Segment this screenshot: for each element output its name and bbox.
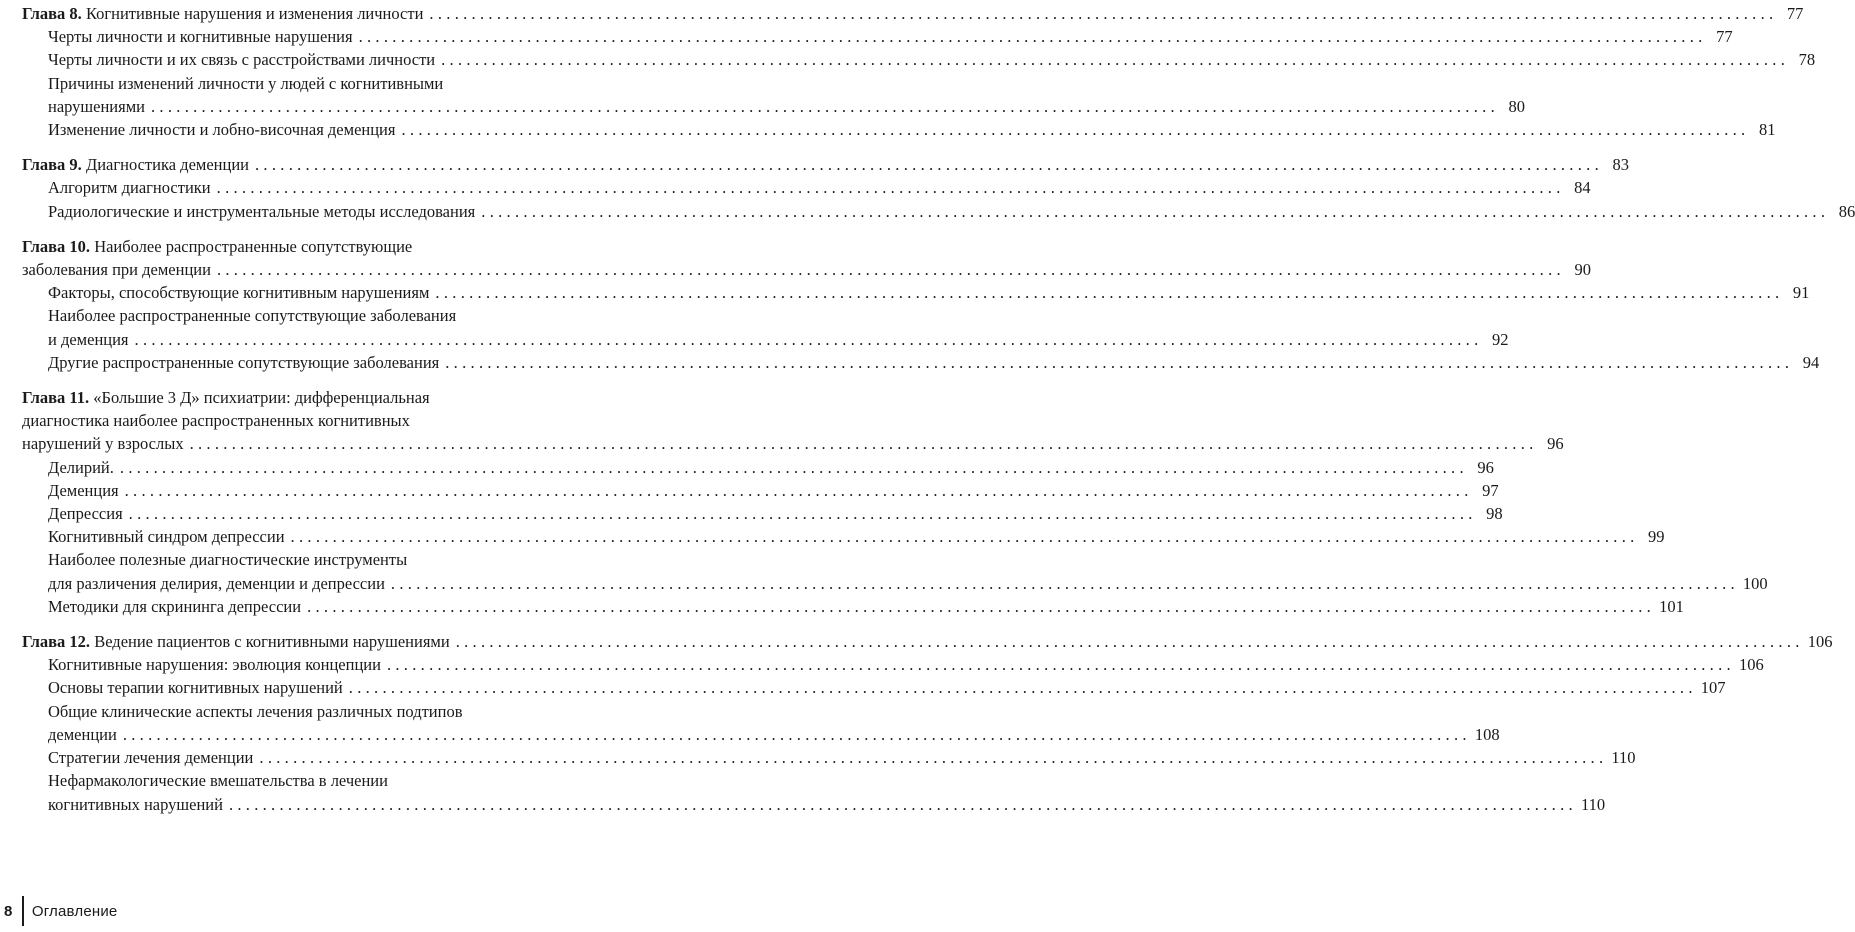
entry-line bbox=[48, 548, 622, 571]
entry-line bbox=[48, 72, 622, 95]
page-ref: 110 bbox=[1580, 794, 1606, 814]
entry-text bbox=[22, 411, 410, 430]
section-entry[interactable] bbox=[22, 304, 1509, 350]
page-ref: 91 bbox=[1792, 283, 1810, 303]
entry-text bbox=[22, 630, 450, 653]
entry-text bbox=[22, 237, 412, 256]
dot-leader: ................................................................................................................................................................ bbox=[348, 678, 1697, 698]
entry-title: Делирий. bbox=[48, 457, 114, 477]
entry-text bbox=[22, 153, 249, 176]
page-ref: 96 bbox=[1547, 434, 1564, 454]
entry-text bbox=[48, 702, 463, 721]
entry-line bbox=[48, 48, 1816, 71]
section-entry[interactable] bbox=[22, 25, 1733, 48]
entry-line bbox=[48, 456, 1494, 479]
page-ref: 80 bbox=[1508, 96, 1525, 116]
page-ref: 96 bbox=[1477, 457, 1494, 477]
entry-line bbox=[48, 304, 622, 327]
dot-leader: ................................................................................................................................................................ bbox=[151, 96, 1499, 116]
entry-line bbox=[48, 746, 1636, 769]
chapter-entry[interactable] bbox=[22, 2, 1804, 25]
dot-leader: ................................................................................................................................................................ bbox=[216, 178, 1565, 198]
section-entry[interactable] bbox=[22, 700, 1500, 746]
section-entry[interactable] bbox=[22, 479, 1499, 502]
dot-leader: ................................................................................................................................................................ bbox=[390, 573, 1739, 593]
entry-title: Причины изменений личности у людей с когнитивными bbox=[48, 73, 444, 93]
entry-line bbox=[22, 386, 622, 409]
page-ref: 110 bbox=[1611, 748, 1636, 768]
entry-line bbox=[22, 409, 622, 432]
dot-leader: ................................................................................................................................................................ bbox=[445, 352, 1794, 372]
page-ref: 84 bbox=[1574, 178, 1591, 198]
page-ref: 81 bbox=[1758, 120, 1776, 140]
entry-title: Наиболее полезные диагностические инструменты bbox=[48, 550, 408, 570]
page-ref: 100 bbox=[1742, 573, 1768, 593]
section-entry[interactable] bbox=[22, 48, 1816, 71]
entry-title: Когнитивные нарушения и изменения личности bbox=[85, 4, 424, 23]
chapter-label: Глава 8. bbox=[22, 4, 82, 23]
section-entry[interactable] bbox=[22, 595, 1684, 618]
entry-title: Черты личности и их связь с расстройствами личности bbox=[48, 50, 436, 70]
dot-leader: ................................................................................................................................................................ bbox=[386, 655, 1735, 675]
entry-line bbox=[48, 200, 1855, 223]
page-ref: 106 bbox=[1738, 655, 1764, 675]
dot-leader: ................................................................................................................................................................ bbox=[401, 120, 1750, 140]
section-entry[interactable] bbox=[22, 72, 1525, 118]
section-entry[interactable] bbox=[22, 200, 1855, 223]
entry-line bbox=[48, 653, 1764, 676]
entry-title: Депрессия bbox=[48, 504, 123, 524]
section-entry[interactable] bbox=[22, 525, 1665, 548]
entry-text bbox=[48, 723, 117, 746]
entry-text bbox=[48, 456, 114, 479]
entry-text bbox=[48, 595, 301, 618]
dot-leader: ................................................................................................................................................................ bbox=[435, 283, 1784, 303]
entry-title: Методики для скрининга депрессии bbox=[48, 596, 302, 616]
entry-text bbox=[48, 479, 119, 502]
entry-title: диагностика наиболее распространенных когнитивных bbox=[22, 411, 410, 431]
entry-line bbox=[48, 676, 1726, 699]
entry-title: и деменция bbox=[48, 329, 129, 349]
dot-leader: ................................................................................................................................................................ bbox=[124, 480, 1473, 500]
dot-leader: ................................................................................................................................................................ bbox=[307, 596, 1656, 616]
running-title: Оглавление bbox=[31, 902, 118, 920]
page-ref: 98 bbox=[1486, 504, 1503, 524]
entry-title: Когнитивные нарушения: эволюция концепции bbox=[48, 655, 381, 675]
chapter-label: Глава 12. bbox=[22, 632, 91, 652]
chapter-block bbox=[22, 630, 1833, 816]
chapter-block bbox=[22, 386, 1768, 618]
entry-text bbox=[48, 525, 285, 548]
entry-line bbox=[48, 572, 1768, 595]
chapter-label: Глава 10. bbox=[22, 236, 91, 256]
chapter-entry[interactable] bbox=[22, 630, 1833, 653]
entry-text bbox=[48, 306, 456, 325]
entry-line bbox=[22, 258, 1591, 281]
section-entry[interactable] bbox=[22, 653, 1764, 676]
entry-text bbox=[48, 572, 385, 595]
entry-text bbox=[22, 388, 430, 407]
entry-text bbox=[48, 653, 381, 676]
chapter-block bbox=[22, 2, 1816, 141]
entry-title: Нефармакологические вмешательства в лечении bbox=[48, 771, 388, 791]
entry-title: «Большие 3 Д» психиатрии: дифференциальная bbox=[93, 388, 430, 408]
entry-text bbox=[48, 502, 123, 525]
entry-line bbox=[48, 176, 1591, 199]
dot-leader: ................................................................................................................................................................ bbox=[189, 434, 1538, 454]
entry-text bbox=[48, 176, 211, 199]
page-ref: 77 bbox=[1716, 27, 1733, 47]
entry-title: Радиологические и инструментальные методы исследования bbox=[48, 201, 476, 221]
chapter-label: Глава 11. bbox=[22, 388, 90, 408]
section-entry[interactable] bbox=[22, 281, 1810, 304]
entry-text bbox=[48, 200, 475, 223]
entry-line bbox=[48, 525, 1665, 548]
page-number: 8 bbox=[4, 902, 13, 920]
page-ref: 108 bbox=[1474, 724, 1500, 744]
page-ref: 97 bbox=[1482, 480, 1499, 500]
section-entry[interactable] bbox=[22, 351, 1820, 374]
section-entry[interactable] bbox=[22, 769, 1606, 815]
entry-line bbox=[22, 2, 1804, 25]
entry-text bbox=[22, 258, 211, 281]
entry-text bbox=[48, 118, 395, 141]
dot-leader: ................................................................................................................................................................ bbox=[429, 4, 1778, 23]
page-ref: 83 bbox=[1612, 155, 1629, 175]
entry-line bbox=[48, 328, 1509, 351]
entry-line bbox=[48, 769, 622, 792]
entry-title: Деменция bbox=[48, 480, 119, 500]
dot-leader: ................................................................................................................................................................ bbox=[455, 632, 1804, 652]
entry-title: Когнитивный синдром депрессии bbox=[48, 527, 285, 547]
entry-title: Другие распространенные сопутствующие заболевания bbox=[48, 352, 440, 372]
page-ref: 106 bbox=[1807, 632, 1833, 652]
entry-line bbox=[48, 281, 1810, 304]
chapter-block bbox=[22, 153, 1855, 223]
entry-title: Стратегии лечения деменции bbox=[48, 748, 254, 768]
entry-title: Алгоритм диагностики bbox=[48, 178, 211, 198]
page-footer bbox=[4, 896, 117, 926]
entry-title: Черты личности и когнитивные нарушения bbox=[48, 27, 353, 47]
dot-leader: ................................................................................................................................................................ bbox=[290, 527, 1639, 547]
section-entry[interactable] bbox=[22, 676, 1726, 699]
entry-title: Наиболее распространенные сопутствующие bbox=[94, 236, 413, 256]
entry-text bbox=[48, 351, 439, 374]
entry-text bbox=[48, 281, 429, 304]
dot-leader: ................................................................................................................................................................ bbox=[228, 794, 1577, 814]
entry-text bbox=[48, 771, 388, 790]
entry-line bbox=[48, 25, 1733, 48]
entry-title: Факторы, способствующие когнитивным нарушениям bbox=[48, 283, 430, 303]
section-entry[interactable] bbox=[22, 548, 1768, 594]
section-entry[interactable] bbox=[22, 176, 1591, 199]
dot-leader: ................................................................................................................................................................ bbox=[128, 504, 1477, 524]
page-ref: 94 bbox=[1802, 352, 1820, 372]
page-ref: 78 bbox=[1798, 50, 1816, 70]
table-of-contents bbox=[22, 2, 1855, 828]
entry-text bbox=[48, 550, 407, 569]
entry-title: нарушений у взрослых bbox=[22, 434, 184, 454]
entry-title: деменции bbox=[48, 724, 117, 744]
entry-text bbox=[22, 432, 184, 455]
entry-text bbox=[48, 74, 443, 93]
entry-line bbox=[22, 432, 1564, 455]
section-entry[interactable] bbox=[22, 746, 1636, 769]
entry-text bbox=[22, 2, 423, 25]
page-ref: 107 bbox=[1700, 678, 1726, 698]
entry-text bbox=[48, 676, 343, 699]
chapter-entry[interactable] bbox=[22, 386, 1564, 456]
dot-leader: ................................................................................................................................................................ bbox=[481, 201, 1830, 221]
entry-title: Диагностика деменции bbox=[85, 155, 249, 175]
entry-line bbox=[48, 502, 1503, 525]
entry-text bbox=[48, 25, 353, 48]
entry-line bbox=[48, 351, 1820, 374]
section-entry[interactable] bbox=[22, 118, 1776, 141]
entry-title: Ведение пациентов с когнитивными нарушениями bbox=[94, 632, 450, 652]
entry-line bbox=[48, 595, 1684, 618]
entry-line bbox=[48, 723, 1500, 746]
dot-leader: ................................................................................................................................................................ bbox=[441, 50, 1790, 70]
entry-title: Изменение личности и лобно-височная деменция bbox=[48, 120, 396, 140]
entry-line bbox=[48, 118, 1776, 141]
entry-title: Наиболее распространенные сопутствующие заболевания bbox=[48, 306, 457, 326]
entry-text bbox=[48, 793, 223, 816]
entry-title: нарушениями bbox=[48, 96, 145, 116]
dot-leader: ................................................................................................................................................................ bbox=[119, 457, 1468, 477]
entry-line bbox=[48, 793, 1606, 816]
page-ref: 77 bbox=[1786, 4, 1804, 23]
entry-text bbox=[48, 328, 129, 351]
entry-line bbox=[48, 700, 622, 723]
chapter-entry[interactable] bbox=[22, 153, 1629, 176]
dot-leader: ................................................................................................................................................................ bbox=[358, 27, 1707, 47]
section-entry[interactable] bbox=[22, 502, 1503, 525]
page-ref: 90 bbox=[1574, 260, 1591, 280]
entry-text bbox=[48, 48, 435, 71]
chapter-label: Глава 9. bbox=[22, 155, 82, 175]
entry-text bbox=[48, 95, 145, 118]
entry-line bbox=[22, 235, 622, 258]
page-ref: 86 bbox=[1838, 201, 1855, 221]
page-ref: 92 bbox=[1492, 329, 1509, 349]
chapter-block bbox=[22, 235, 1820, 374]
footer-divider bbox=[22, 896, 24, 926]
dot-leader: ................................................................................................................................................................ bbox=[122, 724, 1471, 744]
chapter-entry[interactable] bbox=[22, 235, 1591, 281]
entry-line bbox=[48, 479, 1499, 502]
entry-line bbox=[48, 95, 1525, 118]
page-ref: 101 bbox=[1659, 596, 1684, 616]
dot-leader: ................................................................................................................................................................ bbox=[255, 155, 1603, 175]
entry-title: Основы терапии когнитивных нарушений bbox=[48, 678, 343, 698]
page-ref: 99 bbox=[1648, 527, 1665, 547]
section-entry[interactable] bbox=[22, 456, 1494, 479]
entry-line bbox=[22, 153, 1629, 176]
dot-leader: ................................................................................................................................................................ bbox=[134, 329, 1483, 349]
entry-line bbox=[22, 630, 1833, 653]
entry-title: заболевания при деменции bbox=[22, 260, 211, 280]
entry-title: для различения делирия, деменции и депрессии bbox=[48, 573, 385, 593]
dot-leader: ................................................................................................................................................................ bbox=[216, 260, 1565, 280]
entry-text bbox=[48, 746, 253, 769]
dot-leader: ................................................................................................................................................................ bbox=[259, 748, 1608, 768]
entry-title: когнитивных нарушений bbox=[48, 794, 223, 814]
entry-title: Общие клинические аспекты лечения различных подтипов bbox=[48, 701, 463, 721]
